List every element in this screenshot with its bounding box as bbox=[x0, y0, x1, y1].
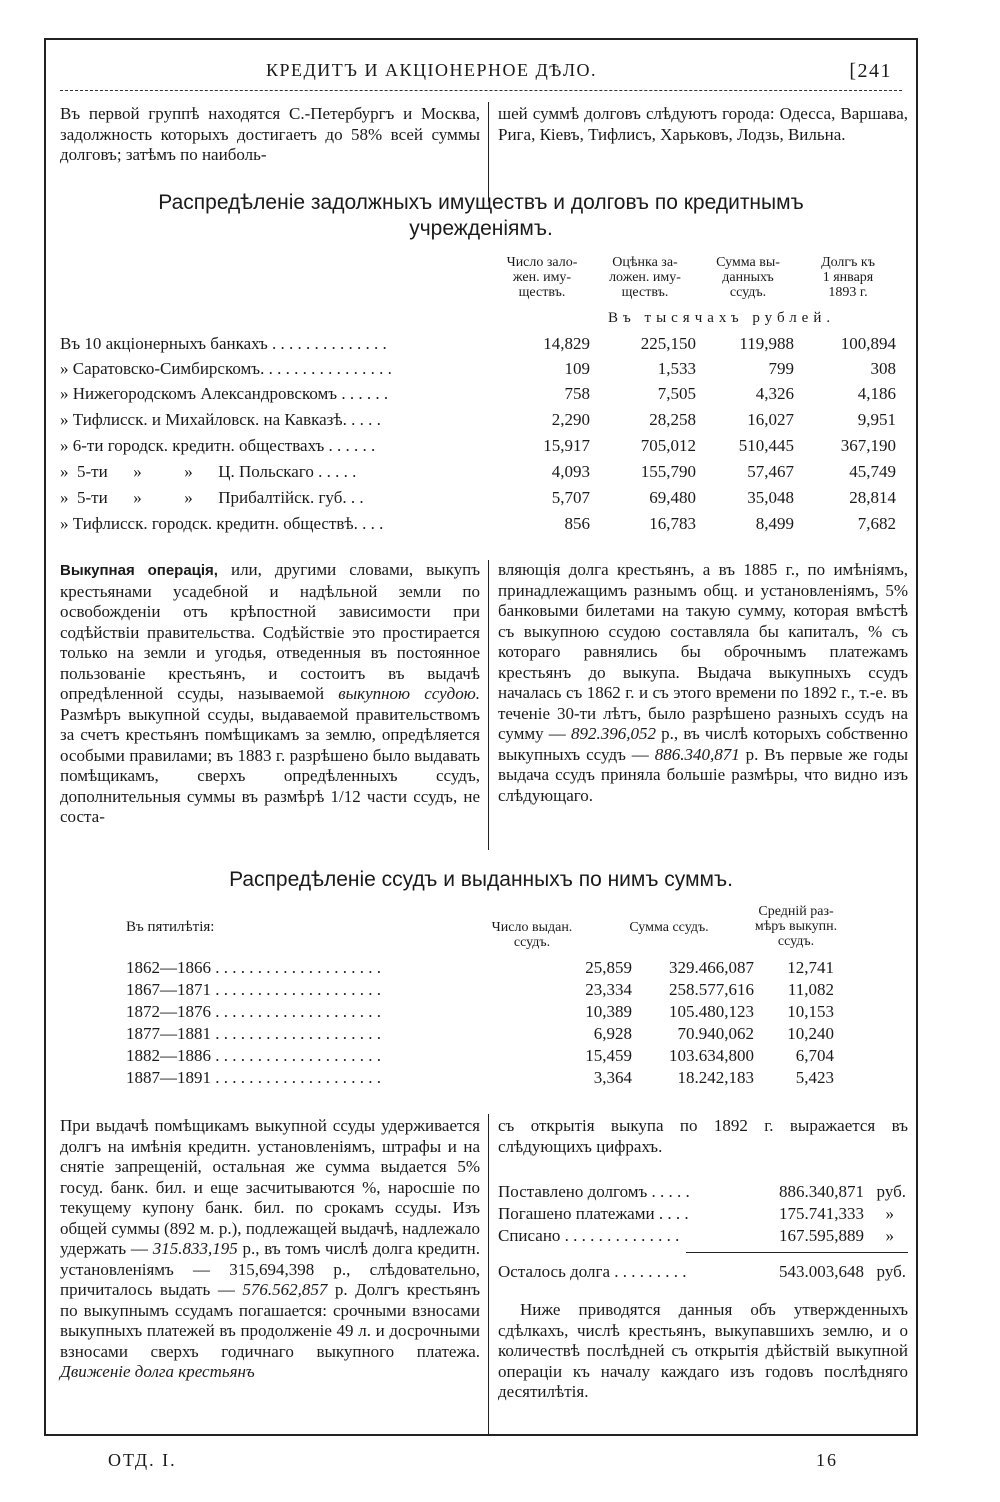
table1-units: Въ тысячахъ рублей. bbox=[608, 310, 836, 326]
table1-title bbox=[46, 190, 916, 242]
table1-title-line2: учрежденiямъ. bbox=[409, 217, 553, 240]
table1-col-header-4: Долгъ къ 1 января 1893 г. bbox=[821, 255, 875, 300]
header-rule bbox=[60, 90, 902, 97]
table-row: 1867—1871 . . . . . . . . . . . . . . . . . . . . 23,334 258.577,616 11,082 bbox=[126, 980, 834, 999]
column-divider bbox=[488, 1114, 489, 1436]
ledger-row: Списано . . . . . . . . . . . . . . 167.595,889 » bbox=[498, 1226, 894, 1245]
section3-right-outro: Ниже приводятся данныя объ утвержденныхъ сдѣлкахъ, числѣ крестьянъ, выкупавшихъ землю, и о количествѣ послѣдней съ открытiя дѣйствiй выкупной операцiи къ началу каждаго изъ годовъ послѣдняго десятилѣтiя. bbox=[498, 1300, 908, 1401]
section2-right-column: вляющiя долга крестьянъ, а въ 1885 г., по имѣнiямъ, принадлежащимъ разнымъ общ. и установленiямъ, 5% банковыми билетами на такую сумму, которая вмѣстѣ съ выкупною ссудою составляла бы капиталъ, % съ котораго равнялись бы оброчнымъ платежамъ крестьянъ до выкупа. Выдача выкупныхъ ссудъ началась съ 1862 г. и съ этого времени по 1892 г., т.-е. въ теченiе 30-ти лѣтъ, было разрѣшено разныхъ ссудъ на сумму — 892.396,052 р., въ числѣ которыхъ собственно выкупныхъ ссудъ — 886.340,871 р. Въ первые же годы выдача ссудъ приняла большiе размѣры, что видно изъ слѣдующаго. bbox=[498, 560, 909, 805]
intro-left-text: Въ первой группѣ находятся С.-Петербургъ и Москва, задолжность которыхъ достигаетъ до 58% всей суммы долговъ; затѣмъ по наиболь- bbox=[60, 104, 480, 164]
table-row: 1882—1886 . . . . . . . . . . . . . . . . . . . . 15,459 103.634,800 6,704 bbox=[126, 1046, 834, 1065]
term-vykupnaya: Выкупная операцiя, bbox=[60, 562, 218, 579]
section3-right-intro: съ открытiя выкупа по 1892 г. выражается въ слѣдующихъ цифрахъ. bbox=[498, 1116, 908, 1156]
header-title: КРЕДИТЪ И АКЦIОНЕРНОЕ ДѢЛО. bbox=[266, 60, 598, 80]
table-row: » Нижегородскомъ Александровскомъ . . . . . . 758 7,505 4,326 4,186 bbox=[60, 384, 896, 403]
table-row: Въ 10 акцiонерныхъ банкахъ . . . . . . . . . . . . . . 14,829 225,150 119,988 100,894 bbox=[60, 334, 896, 353]
column-divider bbox=[488, 560, 489, 850]
table-row: 1887—1891 . . . . . . . . . . . . . . . . . . . . 3,364 18.242,183 5,423 bbox=[126, 1068, 834, 1087]
section2-left-column: Выкупная операцiя, или, другими словами, выкупъ крестьянами усадебной и надѣльной земли по освобожденiи отъ крѣпостной зависимости при содѣйствiи правительства. Содѣйствiе это простирается только на земли и угодья, отведенныя въ постоянное пользованiе крестьянъ, и состоитъ въ выдачѣ опредѣленной ссуды, называемой выкупною ссудою. Размѣръ выкупной ссуды, выдаваемой правительствомъ за счетъ крестьянъ помѣщикамъ за землю, опредѣляется особыми правилами; въ 1883 г. разрѣшено было выдавать помѣщикамъ, сверхъ опредѣленныхъ ссудъ, дополнительныя суммы въ размѣрѣ 1/12 части ссудъ, не соста- bbox=[60, 560, 481, 826]
table-row: 1862—1866 . . . . . . . . . . . . . . . . . . . . 25,859 329.466,087 12,741 bbox=[126, 958, 834, 977]
table-row: » 5-ти » » Ц. Польскаго . . . . . 4,093 155,790 57,467 45,749 bbox=[60, 462, 896, 481]
ledger-total-row: Осталось долга . . . . . . . . . 543.003,648 руб. bbox=[498, 1262, 906, 1281]
sum-rule bbox=[686, 1252, 908, 1253]
intro-left-column bbox=[60, 104, 480, 166]
table-row: » Тифлисск. городск. кредитн. обществѣ. . . . 856 16,783 8,499 7,682 bbox=[60, 514, 896, 533]
table-row: 1872—1876 . . . . . . . . . . . . . . . . . . . . 10,389 105.480,123 10,153 bbox=[126, 1002, 834, 1021]
table1-col-header-2: Оцѣнка за- ложен. иму- ществъ. bbox=[609, 255, 681, 300]
ledger-row: Погашено платежами . . . . 175.741,333 » bbox=[498, 1204, 894, 1223]
column-divider bbox=[488, 102, 489, 202]
table2-title: Распредѣленiе ссудъ и выданныхъ по нимъ суммъ. bbox=[229, 868, 733, 891]
header-page-number: [241 bbox=[849, 60, 892, 82]
intro-right-column bbox=[498, 104, 908, 145]
table2-col-header-1: Число выдан. ссудъ. bbox=[491, 920, 573, 950]
footer-page-number: 16 bbox=[816, 1450, 838, 1470]
table1-title-line1: Распредѣленiе задолжныхъ имуществъ и долговъ по кредитнымъ bbox=[158, 191, 804, 214]
running-header bbox=[46, 60, 916, 90]
table2-col-header-3: Среднiй раз- мѣръ выкупн. ссудъ. bbox=[754, 904, 838, 949]
table-row: » 6-ти городск. кредитн. обществахъ . . . . . . 15,917 705,012 510,445 367,190 bbox=[60, 436, 896, 455]
table1-col-header-3: Сумма вы- данныхъ ссудъ. bbox=[716, 255, 780, 300]
page-bottom-rule bbox=[44, 1434, 918, 1436]
ledger-row: Поставлено долгомъ . . . . . 886.340,871 руб. bbox=[498, 1182, 906, 1201]
section3-left-column: При выдачѣ помѣщикамъ выкупной ссуды удерживается долгъ на имѣнiя кредитн. установленiямъ, штрафы и на снятiе запрещенiй, остальная же сумма выдается 5% госуд. банк. бил. и еще засчитываются %, наросшiе по текущему купону банк. бил. по срокамъ ссуды. Изъ общей суммы (892 м. р.), подлежащей выдачѣ, надлежало удержать — 315.833,195 р., въ томъ числѣ долга кредитн. установленiямъ — 315,694,398 р., слѣдовательно, причиталось выдать — 576.562,857 р. Долгъ крестьянъ по выкупнымъ ссудамъ погашается: срочными взносами выкупныхъ платежей въ продолженiе 49 л. и досрочными взносами сверхъ годичнаго выкупного платежа. Движенiе долга крестьянъ bbox=[60, 1116, 481, 1381]
page-frame bbox=[44, 38, 918, 1434]
intro-right-text: шей суммѣ долговъ слѣдуютъ города: Одесса, Варшава, Рига, Кiевъ, Тифлисъ, Харьковъ, Лодзь, Вильна. bbox=[498, 104, 908, 144]
table-row: » Тифлисск. и Михайловск. на Кавказѣ. . . . . 2,290 28,258 16,027 9,951 bbox=[60, 410, 896, 429]
table-row: 1877—1881 . . . . . . . . . . . . . . . . . . . . 6,928 70.940,062 10,240 bbox=[126, 1024, 834, 1043]
table2-col-header-2: Сумма ссудъ. bbox=[629, 920, 709, 935]
table1-col-header-1: Число зало- жен. иму- ществъ. bbox=[506, 255, 578, 300]
table-row: » Саратовско-Симбирскомъ. . . . . . . . . . . . . . . . 109 1,533 799 308 bbox=[60, 359, 896, 378]
footer-section: ОТД. I. bbox=[108, 1450, 177, 1470]
table2-period-header: Въ пятилѣтiя: bbox=[126, 919, 215, 935]
table-row: » 5-ти » » Прибалтiйск. губ. . . 5,707 69,480 35,048 28,814 bbox=[60, 488, 896, 507]
